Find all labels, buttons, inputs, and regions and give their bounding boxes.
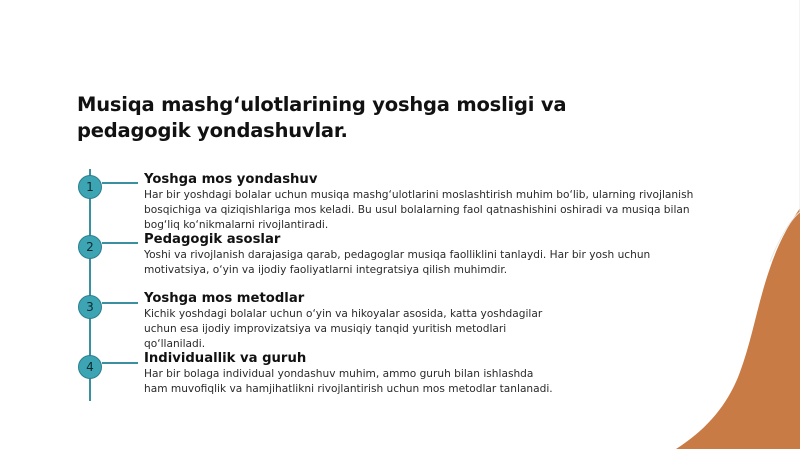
slide-title: Musiqa mashg‘ulotlarining yoshga mosligi va pedagogik yondashuvlar. (77, 93, 567, 142)
step-number-1: 1 (78, 175, 102, 199)
step-number-2: 2 (78, 235, 102, 259)
timeline-connector-2 (102, 242, 138, 244)
item-description-2: Yoshi va rivojlanish darajasiga qarab, pedagoglar musiqa faolliklini tanlaydi. Har bir yosh uchun motivatsiya, o‘yin va ijodiy faoliyatlarni integratsiya qilish muhimdir. (144, 249, 651, 276)
item-description-4: Har bir bolaga individual yondashuv muhim, ammo guruh bilan ishlashda ham muvofiqlik va hamjihatlikni rivojlantirish uchun mos metodlar tanlanadi. (144, 368, 553, 395)
item-title-2: Pedagogik asoslar (144, 232, 281, 247)
item-description-1: Har bir yoshdagi bolalar uchun musiqa mashg‘ulotlarini moslashtirish muhim bo‘lib, ularning rivojlanish bosqichiga va qiziqishlariga mos keladi. Bu usul bolalarning faol qatnashishini oshiradi va musiqa bilan bog‘liq ko‘nikmalarni rivojlantiradi. (144, 189, 694, 231)
timeline-connector-4 (102, 362, 138, 364)
item-title-1: Yoshga mos yondashuv (144, 172, 318, 187)
item-description-3: Kichik yoshdagi bolalar uchun o‘yin va hikoyalar asosida, katta yoshdagilar uchun esa ijodiy improvizatsiya va musiqiy tanqid yuritish metodlari qo‘llaniladi. (144, 308, 543, 350)
timeline-connector-3 (102, 302, 138, 304)
item-title-3: Yoshga mos metodlar (144, 291, 305, 306)
step-number-4: 4 (78, 355, 102, 379)
step-number-3: 3 (78, 295, 102, 319)
item-title-4: Individuallik va guruh (144, 351, 307, 366)
timeline-connector-1 (102, 182, 138, 184)
